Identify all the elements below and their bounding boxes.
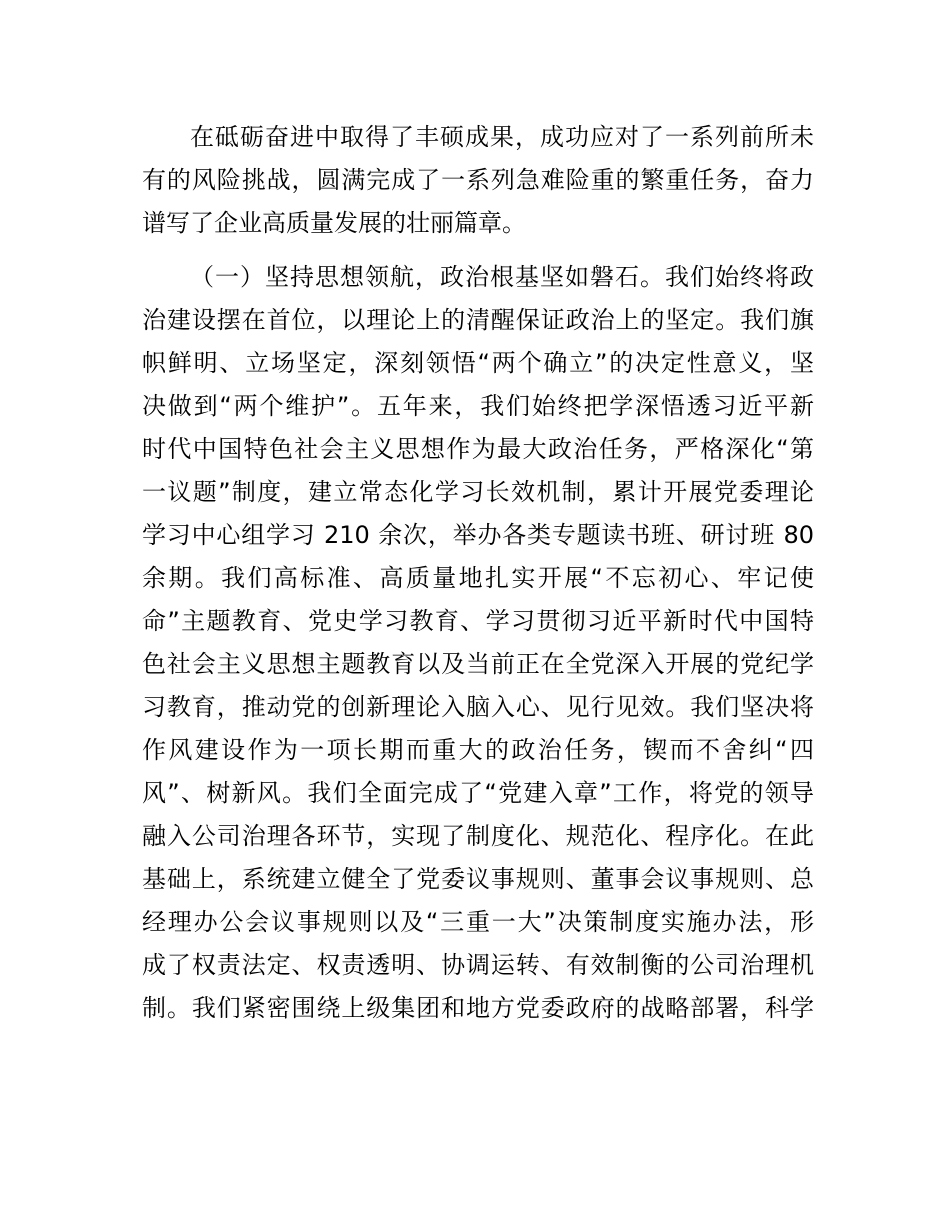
text-line: 经理办公会议事规则以及“三重一大”决策制度实施办法，形 [142,908,814,936]
text-line: 命”主题教育、党史学习教育、学习贯彻习近平新时代中国特 [142,607,814,635]
text-line: 帜鲜明、立场坚定，深刻领悟“两个确立”的决定性意义，坚 [142,349,814,377]
text-line: 谱写了企业高质量发展的壮丽篇章。 [142,209,526,237]
text-line: 基础上，系统建立健全了党委议事规则、董事会议事规则、总 [142,865,814,893]
text-line: 决做到“两个维护”。五年来，我们始终把学深悟透习近平新 [142,392,814,420]
text-line: 学习中心组学习 210 余次，举办各类专题读书班、研讨班 80 [142,521,814,549]
text-line: 色社会主义思想主题教育以及当前正在全党深入开展的党纪学 [142,650,814,678]
text-line: 余期。我们高标准、高质量地扎实开展“不忘初心、牢记使 [142,564,814,592]
text-line: 制。我们紧密围绕上级集团和地方党委政府的战略部署，科学 [142,994,814,1022]
text-line: 作风建设作为一项长期而重大的政治任务，锲而不舍纠“四 [142,736,814,764]
text-line: 一议题”制度，建立常态化学习长效机制，累计开展党委理论 [142,478,814,506]
text-line: 治建设摆在首位，以理论上的清醒保证政治上的坚定。我们旗 [142,306,814,334]
text-line: 风”、树新风。我们全面完成了“党建入章”工作，将党的领导 [142,779,814,807]
text-line: 成了权责法定、权责透明、协调运转、有效制衡的公司治理机 [142,951,814,979]
paragraph-political-leadership [142,256,814,1030]
text-line: 习教育，推动党的创新理论入脑入心、见行见效。我们坚决将 [142,693,814,721]
paragraph-achievements [142,116,814,245]
text-line: 有的风险挑战，圆满完成了一系列急难险重的繁重任务，奋力 [142,166,814,194]
text-line: （一）坚持思想领航，政治根基坚如磐石。我们始终将政 [190,263,814,291]
text-line: 在砥砺奋进中取得了丰硕成果，成功应对了一系列前所未 [190,123,814,151]
text-line: 融入公司治理各环节，实现了制度化、规范化、程序化。在此 [142,822,814,850]
text-line: 时代中国特色社会主义思想作为最大政治任务，严格深化“第 [142,435,814,463]
